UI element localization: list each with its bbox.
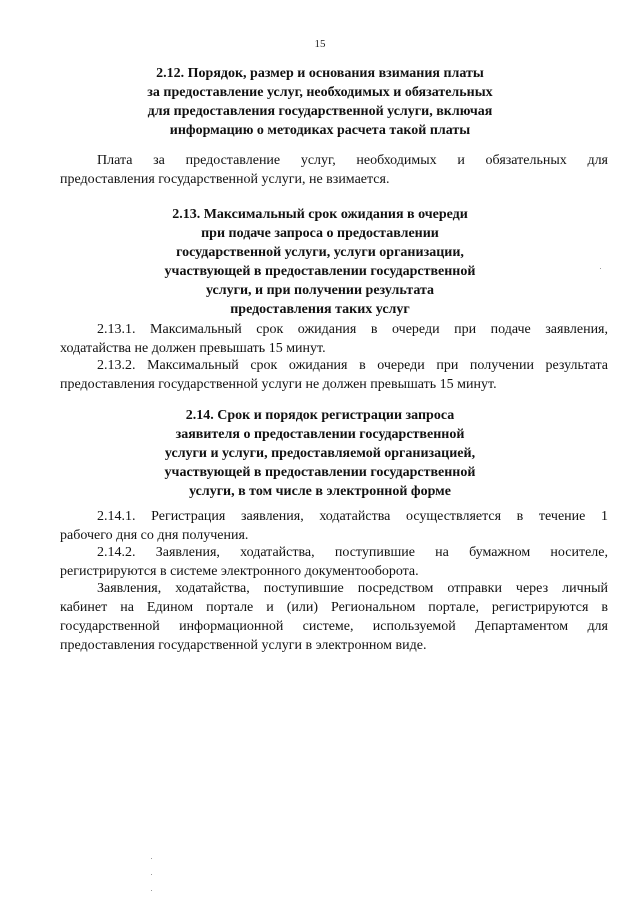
scan-speck	[151, 874, 152, 875]
section-2-13-2-paragraph	[60, 356, 608, 394]
section-2-14-2-paragraph	[60, 543, 608, 581]
paragraph-line: предоставления государственной услуги, не взимается.	[60, 172, 390, 187]
page-number: 15	[314, 38, 326, 50]
heading-line: участвующей в предоставлении государственной	[164, 465, 476, 480]
section-2-14-3-paragraph	[60, 579, 608, 655]
paragraph-line: 2.14.1. Регистрация заявления, ходатайства осуществляется в течение 1	[97, 509, 608, 524]
heading-line: при подаче запроса о предоставлении	[201, 226, 439, 241]
heading-line: участвующей в предоставлении государственной	[164, 264, 476, 279]
heading-line: услуги и услуги, предоставляемой организацией,	[164, 446, 476, 461]
paragraph-line: 2.13.2. Максимальный срок ожидания в очереди при получении результата	[97, 358, 608, 373]
paragraph-line: кабинет на Едином портале и (или) Региональном портале, регистрируются в	[60, 600, 608, 615]
paragraph-line: предоставления государственной услуги не должен превышать 15 минут.	[60, 377, 497, 392]
section-2-12-paragraph	[60, 151, 608, 189]
scan-speck	[151, 890, 152, 891]
section-2-12-heading	[0, 64, 640, 140]
paragraph-line: Плата за предоставление услуг, необходимых и обязательных для	[97, 153, 608, 168]
paragraph-line: 2.13.1. Максимальный срок ожидания в очереди при подаче заявления,	[97, 322, 608, 337]
section-2-14-heading	[0, 406, 640, 501]
paragraph-line: предоставления государственной услуги в электронном виде.	[60, 638, 427, 653]
heading-line: 2.14. Срок и порядок регистрации запроса	[185, 408, 455, 423]
paragraph-line: ходатайства не должен превышать 15 минут.	[60, 341, 326, 356]
paragraph-line: рабочего дня со дня получения.	[60, 528, 249, 543]
section-2-13-heading	[0, 205, 640, 319]
heading-line: услуги, в том числе в электронной форме	[189, 484, 451, 499]
heading-line: 2.12. Порядок, размер и основания взимания платы	[156, 66, 484, 81]
heading-line: услуги, и при получении результата	[205, 283, 435, 298]
section-2-13-1-paragraph	[60, 320, 608, 358]
paragraph-line: государственной информационной системе, используемой Департаментом для	[60, 619, 608, 634]
scan-speck	[151, 858, 152, 859]
heading-line: заявителя о предоставлении государственной	[175, 427, 465, 442]
heading-line: информацию о методиках расчета такой платы	[169, 123, 471, 138]
heading-line: 2.13. Максимальный срок ожидания в очереди	[172, 207, 468, 222]
heading-line: для предоставления государственной услуги, включая	[147, 104, 493, 119]
paragraph-line: регистрируются в системе электронного документооборота.	[60, 564, 419, 579]
section-2-14-1-paragraph	[60, 507, 608, 545]
paragraph-line: 2.14.2. Заявления, ходатайства, поступившие на бумажном носителе,	[97, 545, 608, 560]
heading-line: за предоставление услуг, необходимых и обязательных	[147, 85, 493, 100]
scan-speck	[600, 268, 601, 269]
paragraph-line: Заявления, ходатайства, поступившие посредством отправки через личный	[97, 581, 608, 596]
heading-line: предоставления таких услуг	[230, 302, 410, 317]
heading-line: государственной услуги, услуги организации,	[176, 245, 464, 260]
